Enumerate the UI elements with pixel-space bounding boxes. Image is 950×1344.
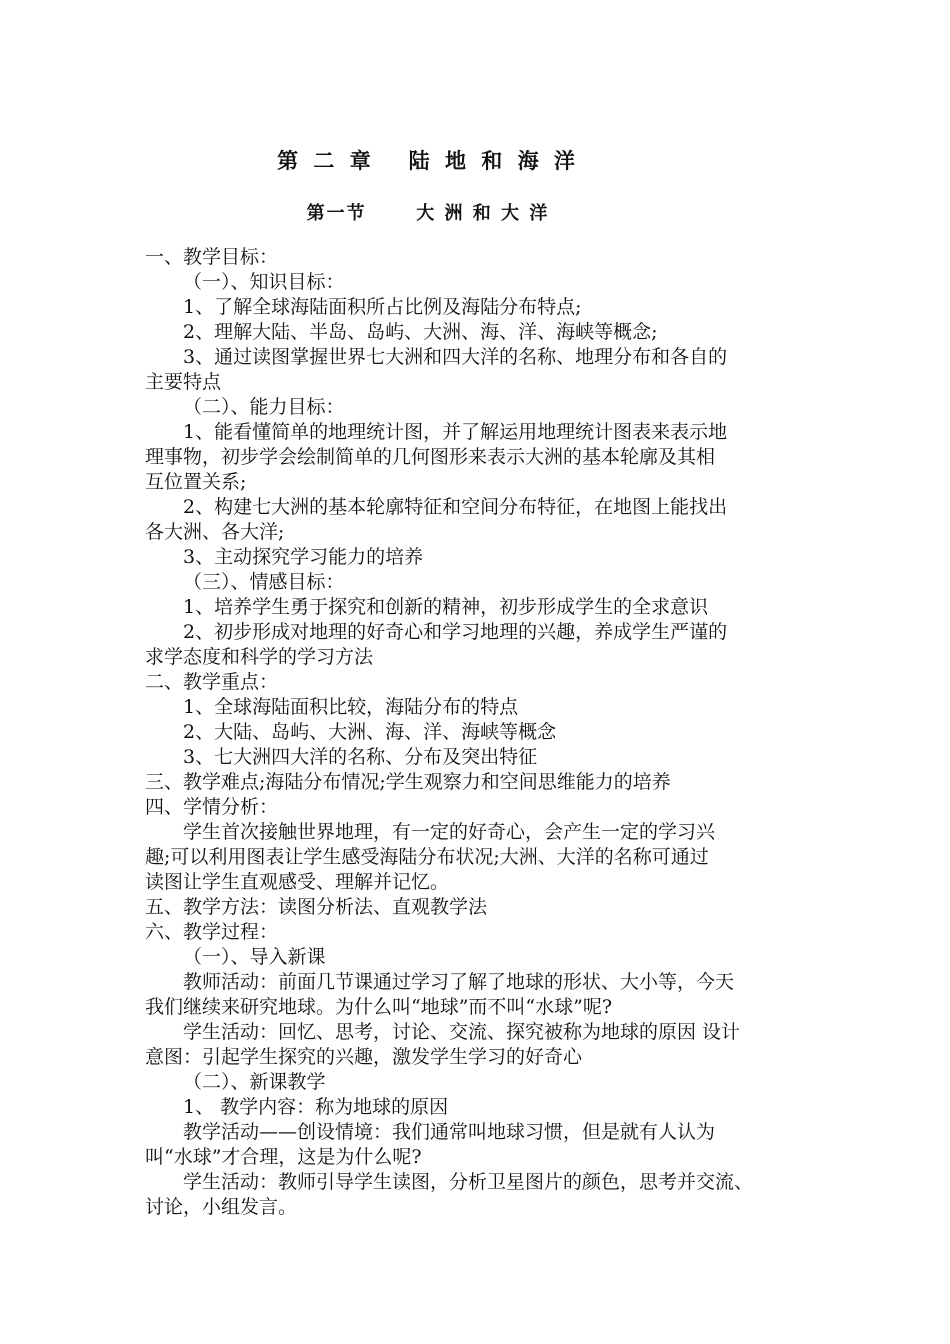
text-line: （三）、情感目标： <box>183 571 345 593</box>
text-line: 学生首次接触世界地理，有一定的好奇心，会产生一定的学习兴 <box>183 821 716 843</box>
text-line: （一）、导入新课 <box>183 946 326 968</box>
text-line: （二）、新课教学 <box>183 1071 326 1093</box>
text-line: 五、教学方法：读图分析法、直观教学法 <box>145 896 488 918</box>
chapter-title: 第 二 章 陆 地 和 海 洋 <box>277 149 579 173</box>
text-line: 六、教学过程： <box>145 921 279 943</box>
text-line: 意图：引起学生探究的兴趣，激发学生学习的好奇心 <box>145 1046 583 1068</box>
text-line: 学生活动：回忆、思考，讨论、交流、探究被称为地球的原因 设计 <box>183 1021 741 1043</box>
text-line: 教学活动——创设情境：我们通常叫地球习惯，但是就有人认为 <box>183 1121 716 1143</box>
text-line: 教师活动：前面几节课通过学习了解了地球的形状、大小等，今天 <box>183 971 735 993</box>
text-line: 3、主动探究学习能力的培养 <box>183 546 424 568</box>
text-line: （二）、能力目标： <box>183 396 345 418</box>
text-line: 三、教学难点;海陆分布情况;学生观察力和空间思维能力的培养 <box>145 771 671 793</box>
text-line: 叫“水球”才合理，这是为什么呢? <box>145 1146 422 1168</box>
text-line: 一、教学目标： <box>145 246 279 268</box>
text-line: 求学态度和科学的学习方法 <box>145 646 374 668</box>
text-line: 二、教学重点： <box>145 671 279 693</box>
text-line: 互位置关系; <box>145 471 247 493</box>
text-line: 3、通过读图掌握世界七大洲和四大洋的名称、地理分布和各自的 <box>183 346 728 368</box>
text-line: 1、全球海陆面积比较，海陆分布的特点 <box>183 696 519 718</box>
text-line: 2、大陆、岛屿、大洲、海、洋、海峡等概念 <box>183 721 557 743</box>
text-line: 3、七大洲四大洋的名称、分布及突出特征 <box>183 746 538 768</box>
text-line: 1、了解全球海陆面积所占比例及海陆分布特点; <box>183 296 582 318</box>
text-line: 2、理解大陆、半岛、岛屿、大洲、海、洋、海峡等概念; <box>183 321 658 343</box>
text-line: 学生活动：教师引导学生读图，分析卫星图片的颜色，思考并交流、 <box>183 1171 754 1193</box>
text-line: 我们继续来研究地球。为什么叫“地球”而不叫“水球”呢? <box>145 996 613 1018</box>
text-line: （一）、知识目标： <box>183 271 345 293</box>
document-body <box>145 245 825 1220</box>
text-line: 2、构建七大洲的基本轮廓特征和空间分布特征，在地图上能找出 <box>183 496 728 518</box>
text-line: 1、 教学内容：称为地球的原因 <box>183 1096 449 1118</box>
text-line: 四、学情分析： <box>145 796 279 818</box>
text-line: 2、初步形成对地理的好奇心和学习地理的兴趣，养成学生严谨的 <box>183 621 728 643</box>
text-line: 读图让学生直观感受、理解并记忆。 <box>145 871 450 893</box>
section-title: 第一节 大 洲 和 大 洋 <box>306 203 550 224</box>
text-line: 理事物，初步学会绘制简单的几何图形来表示大洲的基本轮廓及其相 <box>145 446 716 468</box>
text-line: 1、能看懂简单的地理统计图，并了解运用地理统计图表来表示地 <box>183 421 728 443</box>
text-line: 各大洲、各大洋; <box>145 521 285 543</box>
text-line: 主要特点 <box>145 371 222 393</box>
text-line: 趣;可以利用图表让学生感受海陆分布状况;大洲、大洋的名称可通过 <box>145 846 709 868</box>
text-line: 1、培养学生勇于探究和创新的精神，初步形成学生的全求意识 <box>183 596 709 618</box>
text-line: 讨论，小组发言。 <box>145 1196 298 1218</box>
